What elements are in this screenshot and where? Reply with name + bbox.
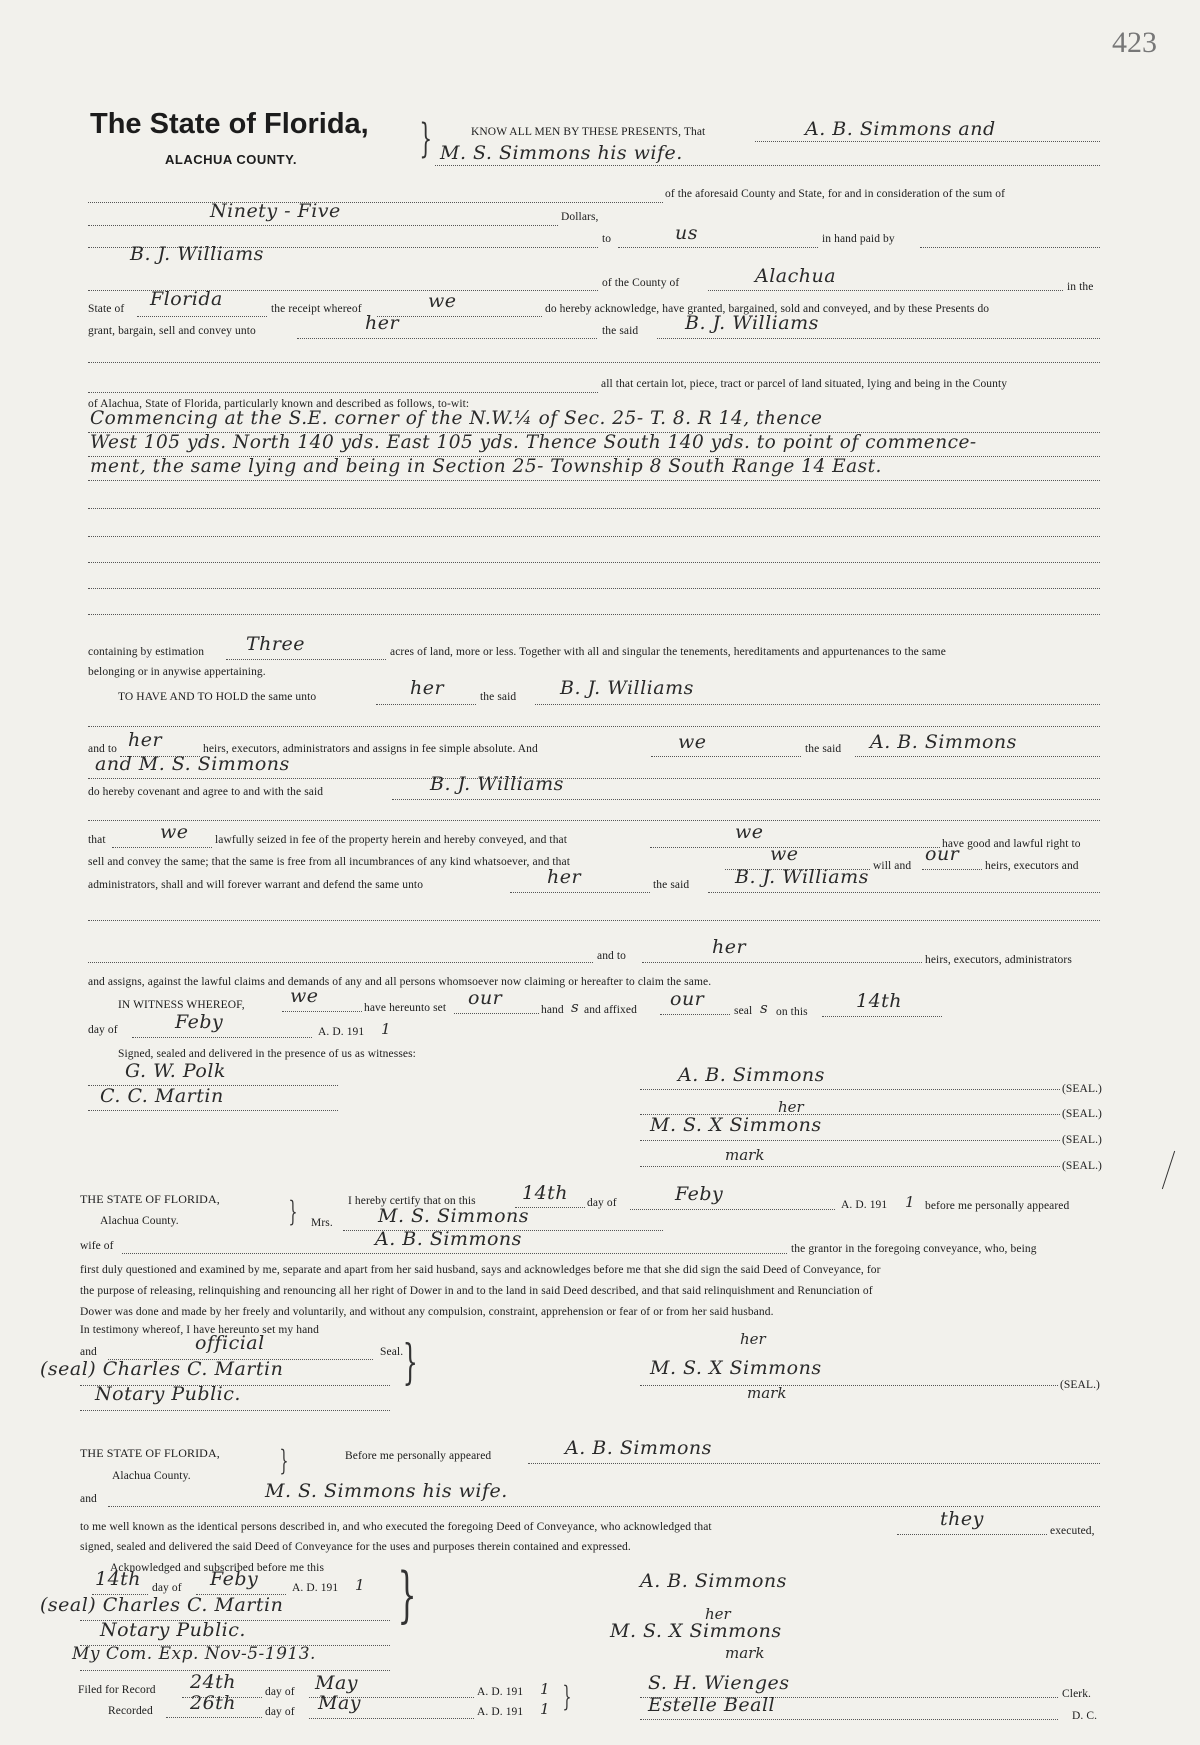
grantee-pronoun: her [365,312,400,334]
margin-stroke [1162,1151,1175,1189]
know-all-text: KNOW ALL MEN BY THESE PRESENTS, That [471,126,706,138]
fill-line [88,536,1100,537]
and-affixed: and affixed [584,1004,637,1016]
filed-ad: A. D. 191 [477,1686,524,1698]
heirs-text: heirs, executors, administrators and assigns in fee simple absolute. And [203,743,538,755]
and-we: we [678,731,707,753]
receipt-whereof: the receipt whereof [271,303,362,315]
seal-label-3: (SEAL.) [1062,1134,1102,1146]
dower-brace: } [288,1195,298,1228]
seized-text: lawfully seized in fee of the property herein and hereby conveyed, and that [215,834,568,846]
fill-line [88,225,558,226]
and-to-label: and to [88,743,118,755]
filed-day-of: day of [265,1686,295,1698]
have-hereunto: have hereunto set [364,1002,447,1014]
fill-line [88,726,1100,727]
of-alachua-text: of Alachua, State of Florida, particularly known and described as follows, to-wit: [88,398,470,410]
description-line3: ment, the same lying and being in Section 25- Township 8 South Range 14 East. [90,456,882,477]
ack-year-digit: 1 [355,1576,365,1594]
ack-notary-line2: Notary Public. [100,1619,246,1641]
ack-they: they [940,1508,984,1530]
in-witness-label: IN WITNESS WHEREOF, [118,999,245,1011]
the-said-label: the said [602,325,639,337]
fill-line [640,1140,1060,1141]
fill-line [88,778,1100,779]
recorded-ad: A. D. 191 [477,1706,524,1718]
fill-line [80,1410,390,1411]
fill-line [88,614,1100,615]
ack-ad: A. D. 191 [292,1582,339,1594]
filed-for-record: Filed for Record [78,1684,156,1696]
witness-1: G. W. Polk [125,1060,226,1082]
seal-label-1: (SEAL.) [1062,1083,1102,1095]
administrators-text: administrators, shall and will forever warrant and defend the same unto [88,879,424,891]
fill-line [618,247,818,248]
recorded-month: May [318,1692,362,1714]
fill-line [640,1166,1060,1167]
testimony-text: In testimony whereof, I have hereunto set my hand [80,1324,319,1336]
before-me-text: before me personally appeared [925,1200,1070,1212]
acknowledged-text: Acknowledged and subscribed before me this [110,1562,325,1574]
fill-line [88,480,1100,481]
recorded-day: 26th [190,1692,237,1714]
dower-state: THE STATE OF FLORIDA, [80,1192,220,1206]
witness-by: we [290,985,319,1007]
containing-label: containing by estimation [88,646,205,658]
good-right-text: have good and lawful right to [942,838,1081,850]
covenant-grantee: B. J. Williams [430,773,564,795]
ack-sig2: M. S. X Simmons [610,1620,782,1642]
fill-line [88,588,1100,589]
header-brace: } [419,116,433,162]
receipt-by: we [428,290,457,312]
fill-line [660,1014,730,1015]
fill-line [630,1209,835,1210]
fill-line [226,659,386,660]
defend-grantee: B. J. Williams [735,866,869,888]
ack-left-brace: } [397,1560,417,1630]
covenant-text: do hereby covenant and agree to and with the said [88,786,324,798]
ack-month: Feby [210,1568,259,1590]
on-this-label: on this [776,1006,808,1018]
fill-line [510,892,650,893]
dower-day-of: day of [587,1197,617,1209]
fill-line [137,316,267,317]
fill-line [88,562,1100,563]
fill-line [88,392,598,393]
in-hand-paid-by: in hand paid by [822,233,895,245]
fill-line [640,1089,1060,1090]
clerk-name: S. H. Wienges [648,1672,790,1694]
ad-label: A. D. 191 [318,1026,365,1038]
signature-ms: M. S. X Simmons [650,1114,822,1136]
fill-line [112,847,212,848]
dower-para2: the purpose of releasing, relinquishing and renouncing all her right of Dower in and to the land in said Deed described, and that said relinquishment and Renunciation of [80,1285,873,1297]
dc-name: Estelle Beall [648,1694,776,1716]
state-of-label: State of [88,303,125,315]
fill-line [922,869,982,870]
dower-day: 14th [522,1182,569,1204]
ack-day-of: day of [152,1582,182,1594]
description-line1: Commencing at the S.E. corner of the N.W.¼ of Sec. 25- T. 8. R 14, thence [90,408,823,429]
belonging-text: belonging or in anywise appertaining. [88,666,266,678]
dower-notary-line1: (seal) Charles C. Martin [40,1358,284,1380]
witness-2: C. C. Martin [100,1085,224,1107]
dower-seal-label: (SEAL.) [1060,1379,1100,1391]
seal-type: official [195,1332,265,1354]
fill-line [708,892,1100,893]
fill-line [897,1534,1047,1535]
fill-line [88,820,1100,821]
document-title: The State of Florida, [90,108,369,140]
mrs-label: Mrs. [311,1217,333,1229]
dower-year-digit: 1 [905,1193,915,1211]
fill-line [88,362,1100,363]
have-grantee: B. J. Williams [560,677,694,699]
clerk-label: Clerk. [1062,1688,1092,1700]
filing-brace: } [562,1680,572,1713]
ack-notary-line3: My Com. Exp. Nov-5-1913. [72,1644,316,1664]
fill-line [309,1718,474,1719]
fill-line [88,1110,338,1111]
fill-line [642,962,922,963]
fill-line [528,1463,1100,1464]
heirs-pronoun: her [128,729,163,751]
seal-label-2: (SEAL.) [1062,1108,1102,1120]
fill-line [88,920,1100,921]
recorded-year-digit: 1 [540,1700,550,1718]
payer-name: B. J. Williams [130,243,264,265]
heirs-owner: our [925,843,960,865]
in-the-label: in the [1067,281,1094,293]
ack-and: and [80,1493,97,1505]
right-by: we [735,821,764,843]
well-known-text: to me well known as the identical persons described in, and who executed the foregoing Deed of Conveyance, who acknowledged that [80,1521,712,1533]
covenantors-2: and M. S. Simmons [95,753,290,775]
wife-of-label: wife of [80,1240,114,1252]
heirs-exec-admin: heirs, executors, administrators [925,954,1072,966]
ack-brace: } [279,1444,289,1477]
ack-state: THE STATE OF FLORIDA, [80,1446,220,1460]
paid-to: us [675,222,698,244]
signed-sealed-text: Signed, sealed and delivered in the presence of us as witnesses: [118,1048,416,1060]
testimony-brace: } [402,1334,418,1390]
fill-line [855,756,1100,757]
ack-notary-line1: (seal) Charles C. Martin [40,1594,284,1616]
fill-line [755,141,1100,142]
assigns-against: and assigns, against the lawful claims and demands of any and all persons whomsoever now claiming or hereafter to claim the same. [88,976,712,988]
mrs-name: M. S. Simmons [378,1205,530,1227]
filed-year-digit: 1 [540,1680,550,1698]
seal-owner: our [670,988,705,1010]
grantee-name: B. J. Williams [685,312,819,334]
all-that-certain: all that certain lot, piece, tract or parcel of land situated, lying and being in the County [601,378,1008,390]
fill-line [535,704,1100,705]
dower-sig-mark: mark [747,1384,787,1402]
hand-suffix: s [571,998,579,1016]
defend-pronoun: her [547,866,582,888]
dollars-label: Dollars, [561,211,599,223]
acres-text: acres of land, more or less. Together with all and singular the tenements, hereditaments and appurtenances to the same [390,646,946,658]
to-have-text: TO HAVE AND TO HOLD the same unto [118,691,317,703]
and-to-label-2: and to [597,950,627,962]
dower-county: Alachua County. [100,1215,179,1227]
grantors-line2: M. S. Simmons his wife. [440,142,683,164]
fill-line [88,508,1100,509]
dower-notary-line2: Notary Public. [95,1383,241,1405]
sum-words: Ninety - Five [210,200,341,222]
payer-county: Alachua [755,265,837,287]
fill-line [640,1385,1058,1386]
grantors-line1: A. B. Simmons and [805,118,996,140]
fill-line [122,1253,787,1254]
certify-text: I hereby certify that on this [348,1195,476,1207]
signature-mark: mark [725,1146,765,1164]
executed-label: executed, [1050,1525,1095,1537]
county-heading: ALACHUA COUNTY. [165,152,297,167]
fill-line [392,799,1100,800]
fill-line [708,290,1063,291]
ack-sig-mark: mark [725,1644,765,1662]
of-county-label: of the County of [602,277,680,289]
ack-sig-her: her [705,1605,731,1623]
warrant-by: we [770,843,799,865]
husband-name: A. B. Simmons [375,1228,522,1250]
ack-county: Alachua County. [112,1470,191,1482]
hand-label: hand [541,1004,564,1016]
sell-convey-text: sell and convey the same; that the same is free from all incumbrances of any kind whatsoever, and that [88,856,571,868]
recorded-label: Recorded [108,1705,153,1717]
acres-words: Three [246,633,305,655]
ack-sig1: A. B. Simmons [640,1570,787,1592]
grant-convey-unto: grant, bargain, sell and convey unto [88,325,256,337]
seized-by: we [160,821,189,843]
dower-ad: A. D. 191 [841,1199,888,1211]
fill-line [88,202,663,203]
fill-line [651,756,801,757]
filed-month: May [315,1672,359,1694]
payer-state: Florida [150,288,223,310]
acknowledge-text: do hereby acknowledge, have granted, bargained, sold and conveyed, and by these Presents do [545,303,990,315]
filed-day: 24th [190,1671,237,1693]
fill-line [108,1506,1100,1507]
to-label: to [602,233,612,245]
fill-line [822,1016,942,1017]
that-label: that [88,834,106,846]
consideration-text: of the aforesaid County and State, for and in consideration of the sum of [665,188,1006,200]
fill-line [435,165,1100,166]
fill-line [640,1719,1058,1720]
witness-month: Feby [175,1011,224,1033]
fill-line [454,1013,539,1014]
will-and: will and [873,860,912,872]
ack-day: 14th [95,1568,142,1590]
fill-line [282,1011,362,1012]
and-the-said: the said [805,743,842,755]
dower-sig-name: M. S. X Simmons [650,1357,822,1379]
dower-para1: first duly questioned and examined by me, separate and apart from her said husband, says and acknowledges before me that she did sign the said Deed of Conveyance, for [80,1264,881,1276]
ack-before-me: Before me personally appeared [345,1450,492,1462]
signed-text: signed, sealed and delivered the said Deed of Conveyance for the uses and purposes therein contained and expressed. [80,1541,631,1553]
ack-person2: M. S. Simmons his wife. [265,1480,508,1502]
heirs-exec-text: heirs, executors and [985,860,1079,872]
seal-label-w: seal [734,1005,753,1017]
dower-sig-her: her [740,1330,766,1348]
dc-label: D. C. [1072,1710,1098,1722]
signature-her: her [778,1098,804,1116]
grantor-text: the grantor in the foregoing conveyance, who, being [791,1243,1037,1255]
witness-year-digit: 1 [381,1020,391,1038]
seal-suffix: s [760,999,768,1017]
have-said: the said [480,691,517,703]
testimony-and: and [80,1346,97,1358]
fill-line [920,247,1100,248]
defend-said: the said [653,879,690,891]
fill-line [297,338,597,339]
signature-ab: A. B. Simmons [678,1064,825,1086]
dower-para3: Dower was done and made by her freely and voluntarily, and without any compulsion, constraint, apprehension or fear of or from her said husband. [80,1306,774,1318]
description-line2: West 105 yds. North 140 yds. East 105 yds. Thence South 140 yds. to point of commence- [90,432,977,453]
dower-month: Feby [675,1183,724,1205]
page-number: 423 [1112,26,1157,59]
have-pronoun: her [410,677,445,699]
fill-line [88,962,593,963]
hand-owner: our [468,987,503,1009]
fill-line [376,704,476,705]
day-of-label: day of [88,1024,118,1036]
fill-line [377,316,542,317]
covenantors-1: A. B. Simmons [870,731,1017,753]
witness-day: 14th [856,990,903,1012]
seal-word: Seal. [380,1346,404,1358]
fill-line [132,1037,312,1038]
ack-person1: A. B. Simmons [565,1437,712,1459]
heirs-pronoun-2: her [712,936,747,958]
fill-line [657,338,1100,339]
fill-line [166,1717,262,1718]
recorded-day-of: day of [265,1706,295,1718]
seal-label-4: (SEAL.) [1062,1160,1102,1172]
